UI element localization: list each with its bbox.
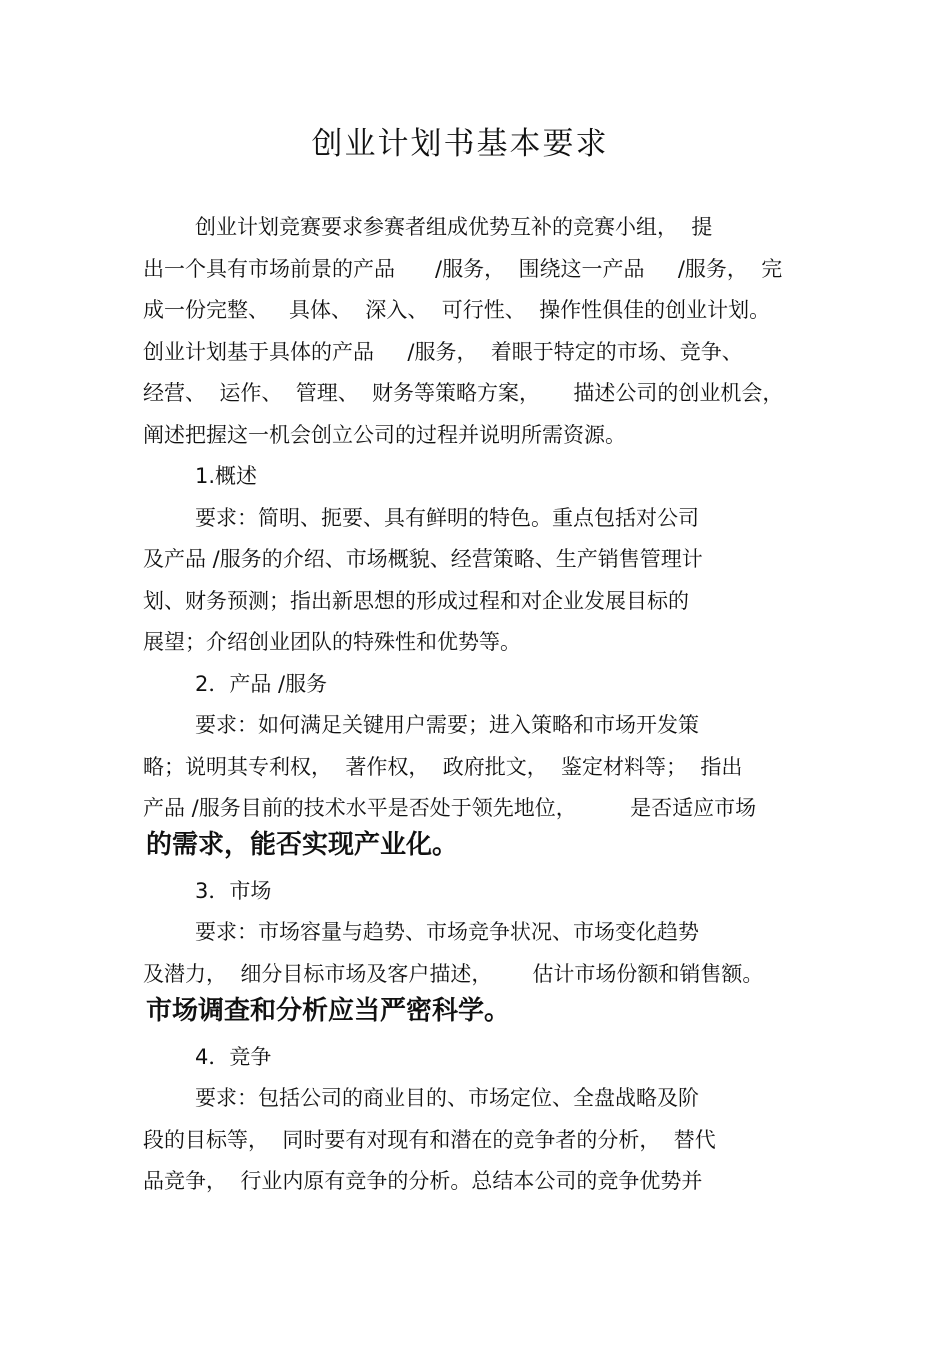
paragraph-line: 品竞争， 行业内原有竞争的分析。总结本公司的竞争优势并 <box>143 1169 703 1193</box>
paragraph-line: 及潜力， 细分目标市场及客户描述， 估计市场份额和销售额。 <box>143 962 764 986</box>
paragraph-line: 产品 /服务目前的技术水平是否处于领先地位， 是否适应市场 <box>143 796 757 820</box>
paragraph-line-emphasis: 市场调查和分析应当严密科学。 <box>146 996 511 1026</box>
paragraph-line: 成一份完整、 具体、 深入、 可行性、 操作性俱佳的创业计划。 <box>143 298 771 322</box>
paragraph-line: 经营、 运作、 管理、 财务等策略方案， 描述公司的创业机会， <box>143 381 784 405</box>
section-heading-product: 2．产品 /服务 <box>195 672 328 696</box>
paragraph-line: 阐述把握这一机会创立公司的过程并说明所需资源。 <box>143 423 626 447</box>
section-heading-competition: 4．竞争 <box>195 1045 272 1069</box>
section-heading-market: 3．市场 <box>195 879 272 903</box>
paragraph-line: 展望；介绍创业团队的特殊性和优势等。 <box>143 630 521 654</box>
section-heading-overview: 1.概述 <box>195 464 258 488</box>
paragraph-line: 要求：简明、扼要、具有鲜明的特色。重点包括对公司 <box>195 506 699 530</box>
paragraph-line: 要求：如何满足关键用户需要；进入策略和市场开发策 <box>195 713 699 737</box>
paragraph-line: 略；说明其专利权， 著作权， 政府批文， 鉴定材料等； 指出 <box>143 755 743 779</box>
page-title: 创业计划书基本要求 <box>311 126 609 162</box>
paragraph-line: 创业计划基于具体的产品 /服务， 着眼于特定的市场、竞争、 <box>143 340 743 364</box>
paragraph-line: 创业计划竞赛要求参赛者组成优势互补的竞赛小组， 提 <box>195 215 713 239</box>
paragraph-line: 及产品 /服务的介绍、市场概貌、经营策略、生产销售管理计 <box>143 547 703 571</box>
paragraph-line-emphasis: 的需求，能否实现产业化。 <box>146 830 459 860</box>
paragraph-line: 段的目标等， 同时要有对现有和潜在的竞争者的分析， 替代 <box>143 1128 716 1152</box>
paragraph-line: 划、财务预测；指出新思想的形成过程和对企业发展目标的 <box>143 589 689 613</box>
paragraph-line: 出一个具有市场前景的产品 /服务， 围绕这一产品 /服务， 完 <box>143 257 783 281</box>
paragraph-line: 要求：市场容量与趋势、市场竞争状况、市场变化趋势 <box>195 920 699 944</box>
paragraph-line: 要求：包括公司的商业目的、市场定位、全盘战略及阶 <box>195 1086 699 1110</box>
